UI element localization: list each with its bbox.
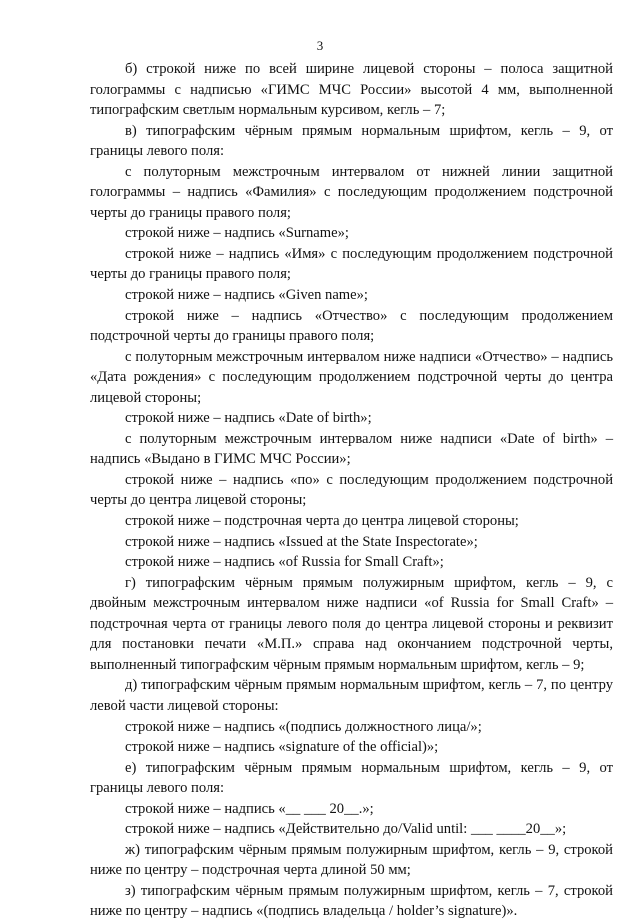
paragraph-date-of-birth-label: строкой ниже – надпись «Date of birth»; bbox=[125, 410, 372, 427]
paragraph-patronymic-line: строкой ниже – надпись «Отчество» с последующим продолжением подстрочной черты до границы правого поля; bbox=[90, 307, 613, 345]
paragraph-item-d: д) типографским чёрным прямым нормальным шрифтом, кегль – 7, по центру левой части лицевой стороны: bbox=[90, 677, 613, 714]
paragraph-po-line: строкой ниже – надпись «по» с последующим продолжением подстрочной черты до центра лицевой стороны; bbox=[90, 471, 613, 509]
paragraph-item-b: б) строкой ниже по всей ширине лицевой стороны – полоса защитной голограммы с надписью «ГИМС МЧС России» высотой 4 мм, выполненной типографским светлым нормальным курсивом, кегль – 7; bbox=[90, 61, 613, 119]
paragraph-item-z: з) типографским чёрным прямым полужирным шрифтом, кегль – 7, строкой ниже по центру – надпись «(подпись владельца / holder’s signature)». bbox=[90, 882, 613, 920]
paragraph-official-signature-en: строкой ниже – надпись «signature of the official)»; bbox=[125, 739, 439, 756]
paragraph-surname-line: с полуторным межстрочным интервалом от нижней линии защитной голограммы – надпись «Фамилия» с последующим продолжением подстрочной черты до границы правого поля; bbox=[90, 163, 613, 221]
paragraph-surname-label: строкой ниже – надпись «Surname»; bbox=[125, 225, 349, 242]
paragraph-item-g: г) типографским чёрным прямым полужирным шрифтом, кегль – 9, с двойным межстрочным интервалом ниже надписи «of Russia for Small Craft» – подстрочная черта от границы левого поля до центра лицевой стороны и реквизит для постановки печати «М.П.» справа над окончанием подстрочной черты, выполненный типографским чёрным прямым нормальным шрифтом, кегль – 9; bbox=[90, 574, 613, 673]
paragraph-issued-by-line: с полуторным межстрочным интервалом ниже надписи «Date of birth» – надпись «Выдано в ГИМС МЧС России»; bbox=[90, 430, 613, 468]
document-body bbox=[90, 59, 613, 922]
paragraph-issued-at-label: строкой ниже – надпись «Issued at the State Inspectorate»; bbox=[125, 533, 478, 550]
paragraph-small-craft-label: строкой ниже – надпись «of Russia for Small Craft»; bbox=[125, 554, 444, 571]
page-number: 3 bbox=[316, 38, 324, 53]
paragraph-item-v: в) типографским чёрным прямым нормальным шрифтом, кегль – 9, от границы левого поля: bbox=[90, 122, 613, 160]
paragraph-item-e: е) типографским чёрным прямым нормальным шрифтом, кегль – 9, от границы левого поля: bbox=[90, 759, 613, 797]
paragraph-given-name-label: строкой ниже – надпись «Given name»; bbox=[125, 287, 368, 304]
paragraph-valid-until-field: строкой ниже – надпись «Действительно до/Valid until: ___ ____20__»; bbox=[125, 821, 567, 838]
paragraph-underline-center: строкой ниже – подстрочная черта до центра лицевой стороны; bbox=[125, 513, 519, 530]
paragraph-name-line: строкой ниже – надпись «Имя» с последующим продолжением подстрочной черты до границы правого поля; bbox=[90, 245, 613, 283]
paragraph-date-field: строкой ниже – надпись «__ ___ 20__.»; bbox=[125, 800, 374, 817]
paragraph-birth-date-line: с полуторным межстрочным интервалом ниже надписи «Отчество» – надпись «Дата рождения» с последующим продолжением подстрочной черты до центра лицевой стороны; bbox=[90, 348, 613, 406]
paragraph-item-zh: ж) типографским чёрным прямым полужирным шрифтом, кегль – 9, строкой ниже по центру – подстрочная черта длиной 50 мм; bbox=[90, 841, 613, 879]
paragraph-official-signature-ru: строкой ниже – надпись «(подпись должностного лица/»; bbox=[125, 718, 482, 735]
